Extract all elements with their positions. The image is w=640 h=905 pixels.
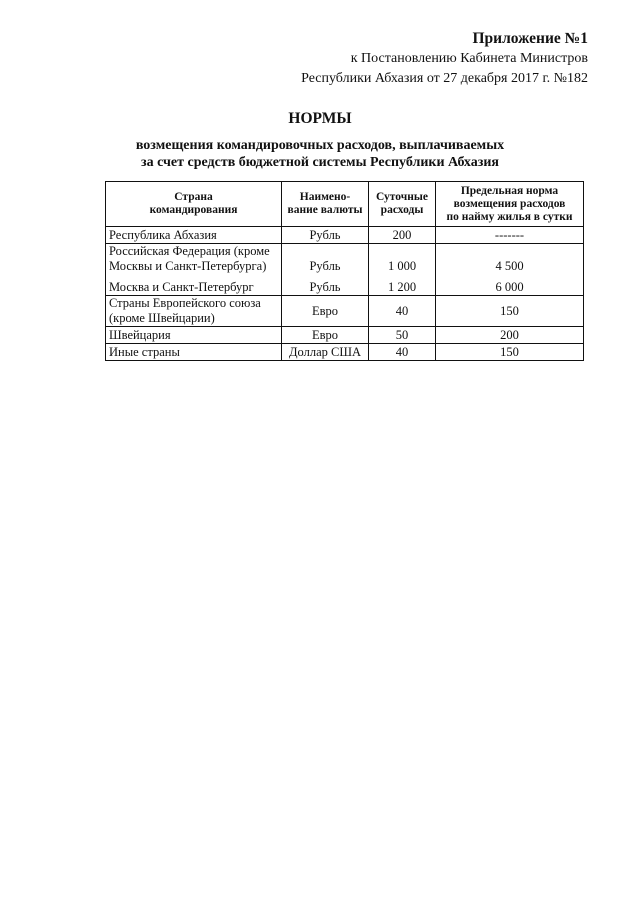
document-title: НОРМЫ [288, 110, 352, 127]
document-subtitle-line-2: за счет средств бюджетной системы Республики Абхазия [140, 155, 500, 170]
table-row [106, 227, 584, 244]
currency-cell: Евро [282, 327, 369, 344]
table-row [106, 244, 584, 296]
daily-cell: 50 [369, 327, 436, 344]
housing-cell: 150 [436, 296, 584, 327]
header-country: Страна командирования [106, 182, 282, 227]
currency-cell: Рубль [282, 227, 369, 244]
appendix-header [301, 29, 588, 89]
table-row [106, 344, 584, 361]
header-housing-limit: Предельная норма возмещения расходов по найму жилья в сутки [436, 182, 584, 227]
country-cell: Страны Европейского союза (кроме Швейцарии) [106, 296, 282, 327]
appendix-reference-line-1: к Постановлению Кабинета Министров [350, 51, 588, 66]
daily-cell: 1 000 1 200 [369, 244, 436, 296]
currency-cell: Доллар США [282, 344, 369, 361]
country-cell: Иные страны [106, 344, 282, 361]
header-daily-allowance: Суточные расходы [369, 182, 436, 227]
currency-cell: Евро [282, 296, 369, 327]
housing-cell: 200 [436, 327, 584, 344]
country-cell: Республика Абхазия [106, 227, 282, 244]
header-currency: Наимено- вание валюты [282, 182, 369, 227]
daily-cell: 40 [369, 344, 436, 361]
appendix-title: Приложение №1 [472, 30, 588, 47]
expense-rates-table [105, 181, 584, 361]
housing-cell: 150 [436, 344, 584, 361]
housing-cell: 4 500 6 000 [436, 244, 584, 296]
currency-cell: Рубль Рубль [282, 244, 369, 296]
table-header-row [106, 182, 584, 227]
table-row [106, 296, 584, 327]
daily-cell: 200 [369, 227, 436, 244]
housing-cell: ------- [436, 227, 584, 244]
country-cell: Российская Федерация (кроме Москвы и Санкт-Петербурга) Москва и Санкт-Петербург [106, 244, 282, 296]
table-row [106, 327, 584, 344]
daily-cell: 40 [369, 296, 436, 327]
appendix-reference-line-2: Республики Абхазия от 27 декабря 2017 г. №182 [301, 71, 588, 86]
document-subtitle-line-1: возмещения командировочных расходов, выплачиваемых [135, 138, 505, 153]
document-subtitle [0, 137, 640, 171]
country-cell: Швейцария [106, 327, 282, 344]
